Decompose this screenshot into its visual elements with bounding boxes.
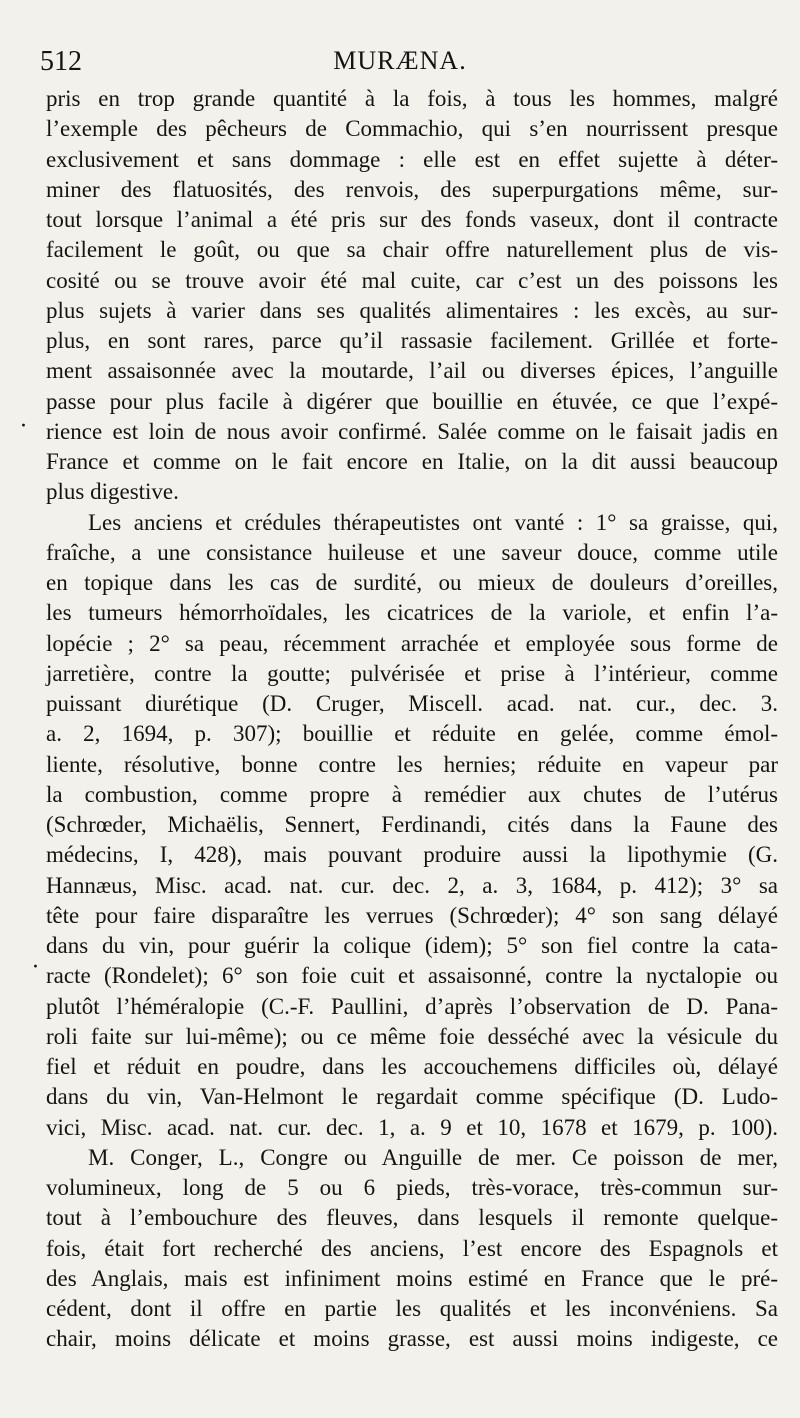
page-header — [40, 46, 760, 82]
text-line: Les anciens et crédules thérapeutistes ont vanté : 1° sa graisse, qui, — [88, 509, 778, 535]
text-line: lopécie ; 2° sa peau, récemment arrachée et employée sous forme de — [46, 630, 778, 656]
text-line: plus sujets à varier dans ses qualités alimentaires : les excès, au sur- — [46, 297, 778, 323]
text-line: plus digestive. — [46, 479, 179, 505]
text-line: plutôt l’héméralopie (C.-F. Paullini, d’après l’observation de D. Pana- — [46, 993, 778, 1019]
text-line: racte (Rondelet); 6° son foie cuit et assaisonné, contre la nyctalopie ou — [46, 963, 778, 989]
page-number: 512 — [40, 46, 82, 77]
text-line: les tumeurs hémorrhoïdales, les cicatrices de la variole, et enfin l’a- — [46, 600, 778, 626]
text-line: jarretière, contre la goutte; pulvérisée et prise à l’intérieur, comme — [46, 660, 778, 686]
text-line: médecins, I, 428), mais pouvant produire aussi la lipothymie (G. — [46, 842, 778, 868]
text-line: (Schrœder, Michaëlis, Sennert, Ferdinandi, cités dans la Faune des — [46, 812, 778, 837]
text-line: passe pour plus facile à digérer que bouillie en étuvée, ce que l’expé- — [46, 388, 778, 414]
text-line: chair, moins délicate et moins grasse, est aussi moins indigeste, ce — [46, 1326, 778, 1352]
text-line: fraîche, a une consistance huileuse et une saveur douce, comme utile — [46, 539, 778, 565]
text-line: tête pour faire disparaître les verrues (Schrœder); 4° son sang délayé — [46, 902, 778, 928]
text-line: vici, Misc. acad. nat. cur. dec. 1, a. 9 et 10, 1678 et 1679, p. 100). — [46, 1114, 778, 1140]
text-line: puissant diurétique (D. Cruger, Miscell. acad. nat. cur., dec. 3. — [46, 691, 778, 716]
text-line: fois, était fort recherché des anciens, l’est encore des Espagnols et — [46, 1235, 778, 1261]
text-line: dans du vin, pour guérir la colique (idem); 5° son fiel contre la cata- — [46, 933, 778, 958]
text-line: la combustion, comme propre à remédier aux chutes de l’utérus — [46, 781, 778, 807]
text-line: fiel et réduit en poudre, dans les accouchemens difficiles où, délayé — [46, 1054, 778, 1079]
text-line: a. 2, 1694, p. 307); bouillie et réduite en gelée, comme émol- — [46, 721, 778, 747]
text-line: roli faite sur lui-même); ou ce même foie desséché avec la vésicule du — [46, 1023, 778, 1049]
text-line: M. Conger, L., Congre ou Anguille de mer. Ce poisson de mer, — [88, 1144, 778, 1170]
text-line: plus, en sont rares, parce qu’il rassasie facilement. Grillée et forte- — [46, 328, 778, 353]
text-line: cosité ou se trouve avoir été mal cuite, car c’est un des poissons les — [46, 267, 778, 293]
text-line: Hannæus, Misc. acad. nat. cur. dec. 2, a. 3, 1684, p. 412); 3° sa — [46, 872, 778, 898]
text-line: tout lorsque l’animal a été pris sur des fonds vaseux, dont il contracte — [46, 207, 778, 232]
text-line: liente, résolutive, bonne contre les hernies; réduite en vapeur par — [46, 751, 778, 777]
running-title: MURÆNA. — [333, 46, 467, 75]
text-line: cédent, dont il offre en partie les qualités et les inconvéniens. Sa — [46, 1296, 778, 1321]
text-line: France et comme on le fait encore en Italie, on la dit aussi beaucoup — [46, 449, 778, 474]
margin-mark: · — [20, 414, 27, 439]
text-line: des Anglais, mais est infiniment moins estimé en France que le pré- — [46, 1265, 778, 1291]
text-line: miner des flatuosités, des renvois, des superpurgations même, sur- — [46, 176, 778, 202]
text-line: exclusivement et sans dommage : elle est en effet sujette à déter- — [46, 146, 778, 172]
text-line: tout à l’embouchure des fleuves, dans lesquels il remonte quelque- — [46, 1205, 778, 1231]
body-text — [46, 84, 778, 1355]
margin-mark: · — [32, 955, 39, 980]
text-line: pris en trop grande quantité à la fois, à tous les hommes, malgré — [46, 86, 778, 111]
text-line: l’exemple des pêcheurs de Commachio, qui s’en nourrissent presque — [46, 116, 778, 142]
text-line: en topique dans les cas de surdité, ou mieux de douleurs d’oreilles, — [46, 570, 778, 595]
text-line: volumineux, long de 5 ou 6 pieds, très-vorace, très-commun sur- — [46, 1175, 778, 1200]
text-line: dans du vin, Van-Helmont le regardait comme spécifique (D. Ludo- — [46, 1084, 778, 1110]
text-line: rience est loin de nous avoir confirmé. Salée comme on le faisait jadis en — [46, 418, 778, 444]
text-line: ment assaisonnée avec la moutarde, l’ail ou diverses épices, l’anguille — [46, 358, 778, 384]
text-line: facilement le goût, ou que sa chair offre naturellement plus de vis- — [46, 237, 778, 263]
